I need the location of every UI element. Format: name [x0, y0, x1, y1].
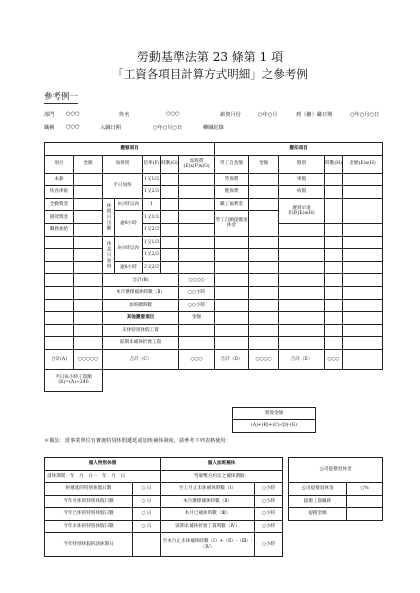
col-leave-amount: 金額(E)x(H) — [343, 155, 383, 173]
weekday-overtime-label: 平日加班 — [103, 173, 143, 198]
multiplier: 1又1/3 — [143, 236, 161, 249]
other-pay-label: 其他應發項目 — [103, 312, 179, 325]
note-text: ＊備註：當事業單位有實施特別休假遞延或加班補休制度，請參考下列表格使用： — [44, 438, 231, 444]
net-pay-box — [232, 407, 316, 433]
net-pay-formula: (A)+(B)+(C)-(D)-(E) — [233, 420, 316, 433]
overtime-hours-label: 加班總時數 — [103, 299, 179, 312]
other-pay-item: 區期未補休折發工資 — [103, 337, 179, 350]
leave-item: 病假 — [279, 186, 325, 199]
dept-label: 部門 — [44, 112, 55, 118]
leave-row-label: 經遞延的特別休假日數 — [45, 483, 133, 496]
net-pay-label: 實發金額 — [233, 408, 316, 420]
col-labor-amount: 金額 — [249, 155, 279, 173]
deduct-item: 勞工自願提繳退休金 — [215, 211, 249, 236]
header-special-leave: 個人特別休假 — [45, 458, 161, 471]
header-comp-leave: 個人加班補休 — [161, 458, 283, 471]
comp-row-value: ○小時 — [255, 483, 283, 496]
pension-row-value — [347, 495, 383, 508]
comp-row-value: ○小時 — [255, 533, 283, 557]
within-8-hours: 8小時以內 — [115, 198, 143, 211]
leave-period: 請休期間：年 月 日－ 年 月 日 — [45, 470, 161, 483]
leave-comp-table — [44, 457, 383, 557]
leave-item-late: 遲到早退 扣款(E)x(H) — [279, 198, 325, 223]
leave-row-value — [133, 533, 161, 557]
col-item: 項目 — [45, 155, 74, 173]
job-title-label: 職稱 — [44, 125, 55, 131]
over-8-hours: 逾8小時 — [115, 261, 143, 274]
hire-date-label: 入職日期 — [100, 125, 121, 131]
pension-row-label: 提撥金額 — [289, 508, 347, 521]
comp-row-value: ○小時 — [255, 520, 283, 533]
sum-d-label: 合計（D） — [215, 349, 249, 369]
multiplier: 1又2/3 — [143, 186, 161, 199]
col-labor-item: 勞工自負額 — [215, 155, 249, 173]
sum-d-value: ○○○○ — [249, 349, 279, 369]
job-title-value: ○○○ — [66, 124, 80, 130]
within-8-hours: 8小時以內 — [115, 236, 143, 261]
comp-row-label: 區期未補休折發工資時數（Ⅳ） — [161, 520, 255, 533]
leave-row-label: 今年特別休假的請休期日 — [45, 533, 133, 557]
month-value: ○年○月 — [258, 112, 278, 118]
sum-e-label: 合計（E） — [279, 349, 325, 369]
col-multiplier: 倍率(F) — [143, 155, 161, 173]
holiday-work-label: 休假日出勤 — [103, 198, 115, 236]
comp-row-value: ○小時 — [255, 508, 283, 521]
sum-e-value: ○○○ — [325, 349, 343, 369]
pay-table — [44, 142, 383, 392]
name-value: ○○○ — [166, 111, 180, 117]
document-subtitle: 「工資各項目計算方式明細」之參考例 — [112, 67, 308, 81]
deduct-item: 職工福利金 — [215, 198, 249, 211]
col-overtime-type: 加班別 — [103, 155, 143, 173]
example-label: 參考例一 — [44, 92, 79, 102]
pay-item: 伙食津貼 — [45, 186, 74, 199]
overtime-total-value: ○○○○ — [179, 274, 215, 287]
over-8-hours: 逾8小時 — [115, 211, 143, 236]
comp-row-label: 至上月止未休補休時數（Ⅰ） — [161, 483, 255, 496]
name-label: 姓名 — [119, 112, 130, 118]
sum-a-value: ○○○○○ — [74, 349, 103, 369]
pension-row-value: ○% — [347, 483, 383, 496]
leave-row-label: 今年未休的特別休假日數 — [45, 520, 133, 533]
pension-row-label: 公司提撥退休金 — [289, 483, 347, 496]
deduct-item: 健保費 — [215, 186, 249, 199]
overtime-total-label: 合計(B) — [103, 274, 179, 287]
multiplier: 1又2/3 — [143, 249, 161, 262]
hire-date-value: ○年○月○日 — [153, 125, 183, 131]
col-leave-hours: 時數(H) — [325, 155, 343, 173]
sum-c-value: ○○○ — [179, 349, 215, 369]
comp-hours-label: 本月選擇補休時數（Ⅱ） — [103, 286, 179, 299]
other-pay-amount-label: 金額 — [179, 312, 215, 325]
dept-value: ○○○ — [66, 111, 80, 117]
multiplier: 1又2/3 — [143, 223, 161, 236]
pension-row-value — [347, 508, 383, 521]
col-leave-type: 假別 — [279, 155, 325, 173]
multiplier: 2又2/3 — [143, 261, 161, 274]
pay-item: 績效獎金 — [45, 211, 74, 224]
comp-deadline: 勞雇雙方約定之補休期限： — [161, 470, 283, 483]
leave-row-label: 今年可休的特別休假日數 — [45, 495, 133, 508]
pay-item: 本薪 — [45, 173, 74, 186]
header-pay-items: 應發項目 — [45, 143, 215, 156]
header-deduct-items: 應扣項目 — [215, 143, 383, 156]
comp-row-label: 本月已補休時數（Ⅲ） — [161, 508, 255, 521]
leave-row-value: ○ 日 — [133, 508, 161, 521]
sum-c-label: 合計（C） — [103, 349, 179, 369]
comp-row-label: 本月選擇補休時數（Ⅱ） — [161, 495, 255, 508]
pension-row-label: 提撥工資級距 — [289, 495, 347, 508]
leave-item: 事假 — [279, 173, 325, 186]
comp-hours-value: ○○小時 — [179, 286, 215, 299]
comp-row-label: 至本月止未休補休時數（Ⅰ）+（Ⅱ）-（Ⅲ）-（Ⅳ） — [161, 533, 255, 557]
sum-a-label: 合計(A) — [45, 349, 74, 369]
pay-item: 職務加給 — [45, 223, 74, 236]
document-title: 勞動基準法第 23 條第 1 項 — [136, 50, 284, 64]
other-pay-item: 未休特別休假工資 — [103, 324, 179, 337]
overtime-hours-value: ○○小時 — [179, 299, 215, 312]
leave-row-label: 今年已休的特別休假日數 — [45, 508, 133, 521]
multiplier: 1 — [143, 198, 161, 211]
col-overtime-fee: 加班費(E)x(F)x(G) — [179, 155, 215, 173]
hourly-wage-cell: 平日每小時工資額 (E)=(A)÷240 — [45, 369, 103, 391]
deduct-item: 勞保費 — [215, 173, 249, 186]
rest-day-overtime-label: 休息日加班 — [103, 236, 115, 274]
leave-row-value: ○ 日 — [133, 520, 161, 533]
col-hours: 時數(G) — [161, 155, 179, 173]
header-pension: 公司提撥退休金 — [289, 458, 383, 483]
multiplier: 1又1/3 — [143, 173, 161, 186]
leave-row-value: ○ 日 — [133, 495, 161, 508]
pay-item: 全勤獎金 — [45, 198, 74, 211]
comp-row-value: ○小時 — [255, 495, 283, 508]
month-label: 薪資月份 — [220, 112, 241, 118]
multiplier: 1又1/3 — [143, 211, 161, 224]
leave-date-value: ○年○月○日 — [350, 112, 380, 118]
leave-date-label: 到（離）職日期 — [296, 112, 333, 118]
col-amount: 金額 — [74, 155, 103, 173]
leave-row-value: ○ 日 — [133, 483, 161, 496]
transfer-record-label: 轉職紀錄 — [203, 125, 224, 131]
